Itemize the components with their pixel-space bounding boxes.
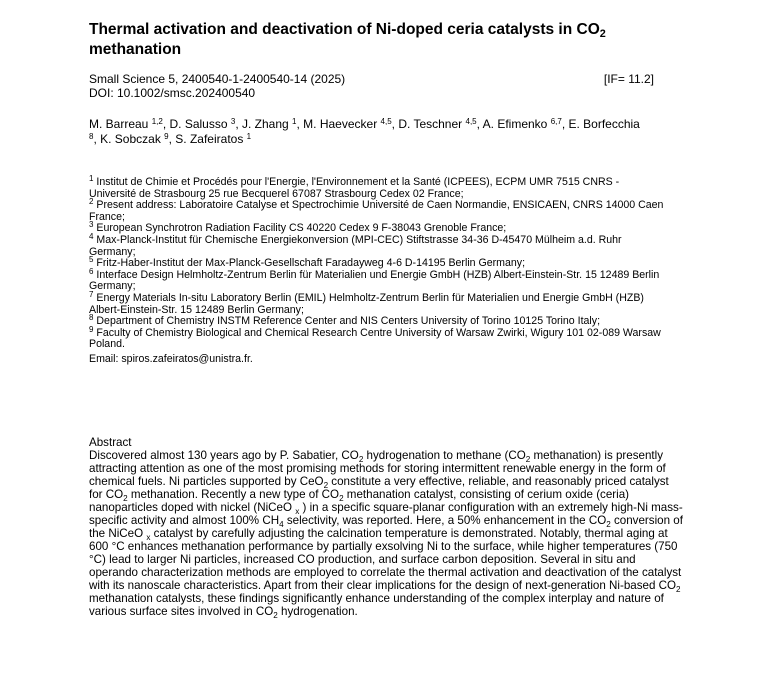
affiliation-text: Present address: Laboratoire Catalyse et Spectrochimie Université de Caen Normandie, ENSICAEN, CNRS 14000 Caen France; bbox=[89, 199, 664, 223]
author bbox=[175, 132, 251, 146]
abstract-text: hydrogenation. bbox=[277, 605, 358, 618]
citation: Small Science 5, 2400540-1-2400540-14 (2025) bbox=[89, 72, 346, 86]
author bbox=[89, 117, 163, 131]
author bbox=[100, 132, 169, 146]
abstract-subscript: 2 bbox=[323, 481, 329, 490]
author-name: D. Salusso bbox=[169, 117, 228, 131]
paper-title bbox=[89, 20, 669, 60]
affiliation-text: European Synchrotron Radiation Facility CS 40220 Cedex 9 F-38043 Grenoble France; bbox=[93, 222, 507, 235]
abstract-subscript: 2 bbox=[273, 611, 278, 620]
abstract-subscript: 2 bbox=[525, 455, 531, 464]
abstract-text: hydrogenation to methane (CO bbox=[363, 449, 526, 462]
author bbox=[398, 117, 476, 131]
abstract-text: selectivity, was reported. Here, a 50% enhancement in the CO bbox=[283, 514, 607, 527]
author-affiliation-mark: 4,5 bbox=[465, 117, 477, 126]
author-name: M. Haevecker bbox=[303, 117, 378, 131]
affiliation-text: Fritz-Haber-Institut der Max-Planck-Gesellschaft Faradayweg 4-6 D-14195 Berlin Germany; bbox=[93, 257, 526, 270]
author-affiliation-mark: 8 bbox=[89, 132, 94, 141]
title-text: Thermal activation and deactivation of Ni-doped ceria catalysts in CO bbox=[89, 21, 600, 38]
abstract-text: ) in a specific square-planar configuration with an extremely high-Ni mass-specific activity and almost 100% CH bbox=[89, 501, 683, 527]
author bbox=[170, 117, 236, 131]
author-affiliation-mark: 9 bbox=[164, 132, 169, 141]
author-name: K. Sobczak bbox=[100, 132, 161, 146]
abstract-body bbox=[89, 449, 685, 618]
affiliation-number: 5 bbox=[89, 255, 94, 265]
affiliation-number: 3 bbox=[89, 220, 94, 230]
abstract-text: Discovered almost 130 years ago by P. Sabatier, CO bbox=[89, 449, 359, 462]
author-list: M. Barreau $^{1,2}$, D. Salusso $^3$, J. Zhang $^1$, M. Haevecker $^{4,5}$, D. Teschner $^{4,5}$, A. Efimenko $^{6,7}$, E. Borfecchia $^8$, K. Sobczak $^9$, S. Zafeiratos $^1$ bbox=[89, 117, 640, 146]
abstract-subscript: 4 bbox=[279, 520, 284, 529]
title-subscript: 2 bbox=[599, 28, 606, 40]
affiliation-item bbox=[89, 197, 669, 223]
affiliation-text: Department of Chemistry INSTM Reference Center and NIS Centers University of Torino 10125 Torino Italy; bbox=[93, 315, 601, 328]
author-name: S. Zafeiratos bbox=[175, 132, 244, 146]
abstract-text: catalyst by carefully adjusting the calcination temperature is demonstrated. Notably, thermal aging at 600 °C enhances methanation performance by partially exsolving Ni to the surface, while higher temperatures (750 °C) lead to larger Ni particles, increased CO production, and surface carbon deposition. Several in situ and operando characterization methods are employed to correlate the thermal activation and deactivation of the catalyst with its nanoscale characteristics. Apart from their clear implications for the design of next-generation Ni-based CO bbox=[89, 527, 682, 592]
author-affiliation-mark: 4,5 bbox=[380, 117, 392, 126]
affiliation-text: Institut de Chimie et Procédés pour l'Energie, l'Environnement et la Santé (ICPEES), ECPM UMR 7515 CNRS - Université de Strasbourg 25 rue Becquerel 67087 Strasbourg Cedex 02 France; bbox=[89, 176, 620, 200]
author-affiliation-mark: 1 bbox=[246, 132, 252, 141]
abstract-subscript: 2 bbox=[606, 520, 611, 529]
abstract-text: methanation) is presently attracting attention as one of the most promising methods for storing intermittent renewable energy in the form of chemical fuels. Ni particles supported by CeO bbox=[89, 449, 666, 488]
author-name: D. Teschner bbox=[398, 117, 463, 131]
abstract-subscript: 2 bbox=[123, 494, 128, 503]
author-name: J. Zhang bbox=[242, 117, 289, 131]
abstract-text: methanation catalyst, consisting of cerium oxide (ceria) nanoparticles doped with nickel (NiCeO bbox=[89, 488, 630, 514]
author bbox=[303, 117, 392, 131]
affiliation-text: Interface Design Helmholtz-Zentrum Berlin für Materialien und Energie GmbH (HZB) Albert-Einstein-Str. 15 12489 Berlin Germany; bbox=[89, 268, 660, 293]
affiliation-number: 1 bbox=[89, 174, 94, 183]
abstract-heading: Abstract bbox=[89, 436, 132, 449]
abstract-text: conversion of the NiCeO bbox=[89, 514, 683, 540]
author bbox=[483, 117, 562, 131]
affiliation-item bbox=[89, 266, 669, 293]
affiliation-text: Faculty of Chemistry Biological and Chemical Research Centre University of Warsaw Zwirki, Wigury 101 02-089 Warsaw Poland. bbox=[89, 326, 661, 351]
abstract-subscript: 2 bbox=[339, 494, 344, 503]
affiliation-text: Max-Planck-Institut für Chemische Energiekonversion (MPI-CEC) Stiftstrasse 34-36 D-45470 Mülheim a.d. Ruhr Germany; bbox=[89, 233, 622, 258]
doi: DOI: 10.1002/smsc.202400540 bbox=[89, 86, 256, 100]
affiliation-item bbox=[89, 174, 669, 200]
author-affiliation-mark: 1,2 bbox=[151, 117, 163, 126]
affiliation-item bbox=[89, 324, 669, 351]
affiliation-item bbox=[89, 289, 669, 316]
affiliation-number: 4 bbox=[89, 231, 94, 241]
abstract-subscript: 2 bbox=[676, 585, 681, 594]
affiliation-item bbox=[89, 231, 669, 258]
title-end: methanation bbox=[89, 41, 182, 58]
author-name: M. Barreau bbox=[89, 117, 149, 131]
citation-block bbox=[89, 72, 654, 100]
author-name: E. Borfecchia bbox=[568, 117, 640, 131]
affiliation-number: 2 bbox=[89, 197, 94, 207]
abstract bbox=[89, 436, 685, 618]
email[interactable]: Email: spiros.zafeiratos@unistra.fr. bbox=[89, 352, 253, 365]
affiliation-number: 8 bbox=[89, 313, 94, 323]
affiliation-text: Energy Materials In-situ Laboratory Berlin (EMIL) Helmholtz-Zentrum Berlin für Materialien und Energie GmbH (HZB) Albert-Einstein-Str. 15 12489 Berlin Germany; bbox=[89, 291, 644, 316]
affiliation-number: 9 bbox=[89, 324, 94, 334]
author-affiliation-mark: 6,7 bbox=[550, 117, 562, 126]
abstract-text: methanation catalysts, these findings significantly enhance understanding of the complex interplay and nature of various surface sites involved in CO bbox=[89, 592, 664, 618]
abstract-subscript: x bbox=[146, 533, 151, 542]
author-affiliation-mark: 1 bbox=[292, 117, 297, 126]
impact-factor: [IF= 11.2] bbox=[603, 72, 654, 86]
affiliation-number: 6 bbox=[89, 266, 94, 276]
abstract-text: methanation. Recently a new type of CO bbox=[127, 488, 340, 501]
affiliation-list bbox=[89, 174, 669, 351]
abstract-subscript: 2 bbox=[358, 455, 364, 464]
author-name: A. Efimenko bbox=[482, 117, 548, 131]
affiliation-number: 7 bbox=[89, 289, 94, 299]
abstract-text: constitute a very effective, reliable, and reasonably priced catalyst for CO bbox=[89, 475, 669, 501]
abstract-subscript: x bbox=[295, 507, 300, 516]
affiliations bbox=[89, 174, 669, 366]
author-affiliation-mark: 3 bbox=[230, 117, 236, 126]
author bbox=[242, 117, 297, 131]
